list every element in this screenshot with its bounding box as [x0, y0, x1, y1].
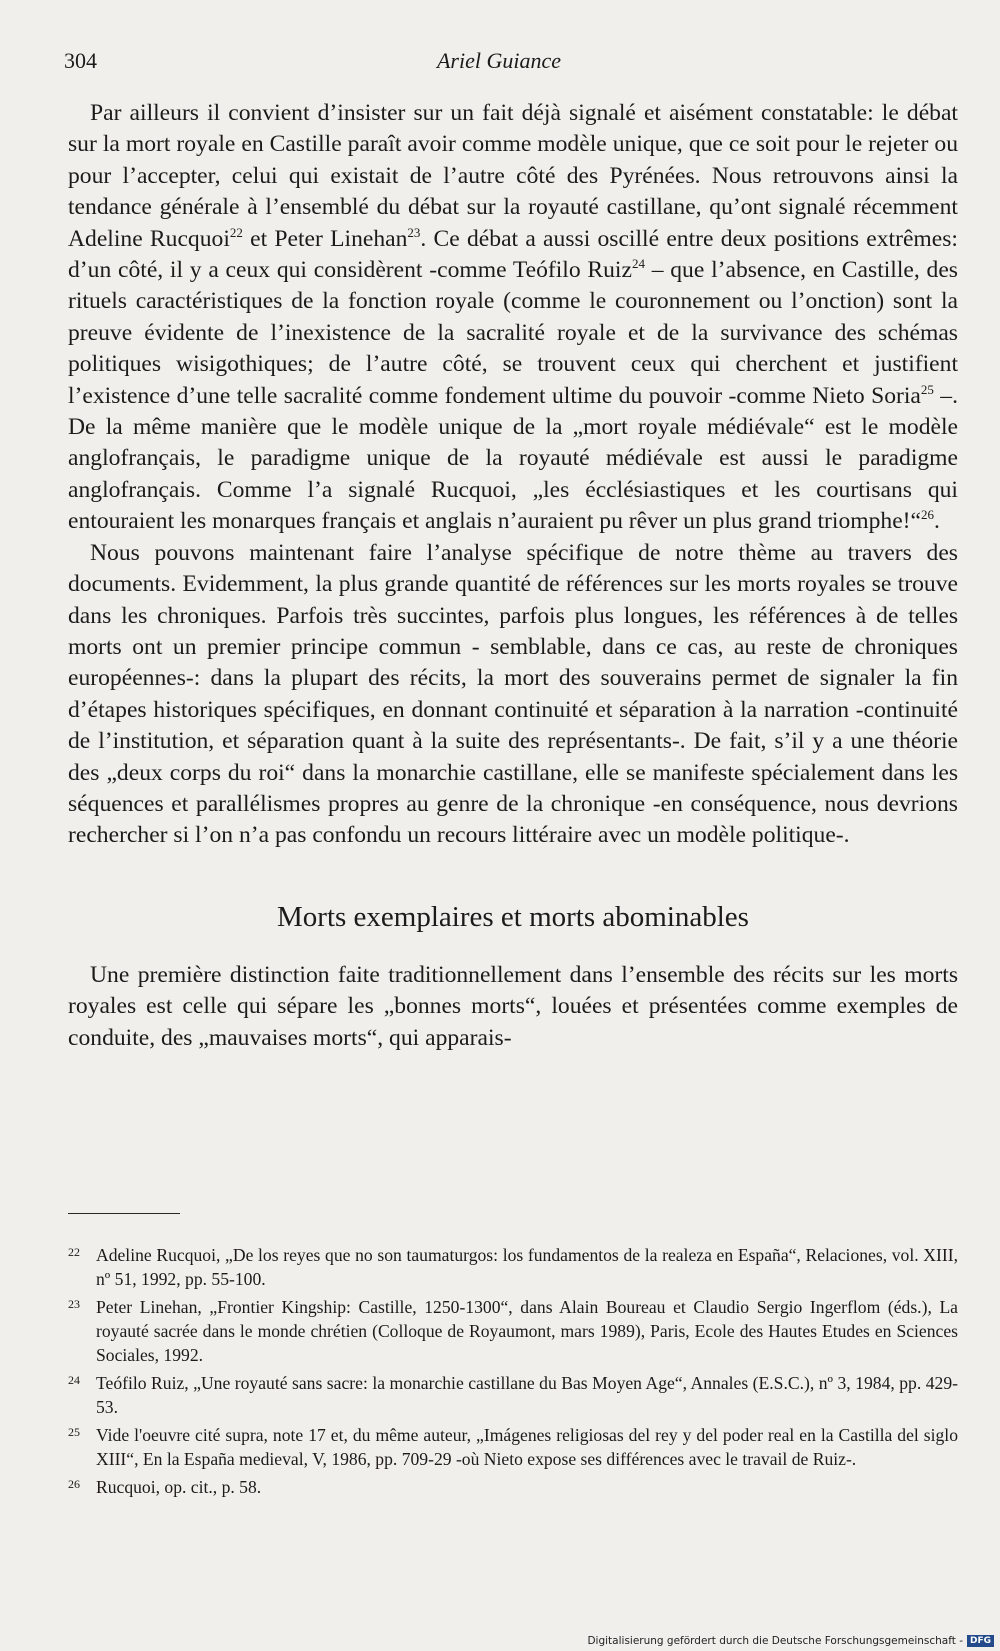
digitization-credit [587, 1635, 994, 1647]
footnote-ref-23[interactable]: 23 [407, 224, 421, 240]
paragraph-1-text-d: – que l’absence, en Castille, des rituels caractéristiques de la fonction royale (comme le couronnement ou l’onction) sont la preuve évidente de l’inexistence de la sacralité royale et de la survivance des schémas politiques wisigothiques; de l’autre côté, se trouvent ceux qui cherchent et justifient l’existence d’une telle sacralité comme fondement ultime du pouvoir -comme Nieto Soria [68, 257, 958, 409]
footnote-text: Rucquoi, op. cit., p. 58. [96, 1477, 262, 1497]
body-text [68, 98, 958, 1054]
footnote-text: Vide l'oeuvre cité supra, note 17 et, du même auteur, „Imágenes religiosas del rey y del poder real en la Castilla del siglo XIII“, En la España medieval, V, 1986, pp. 709-29 -où Nieto expose ses différences avec le travail de Ruiz-. [96, 1425, 958, 1469]
paragraph-1-text-f: . [934, 508, 940, 535]
footnote-text: Adeline Rucquoi, „De los reyes que no son taumaturgos: los fundamentos de la realeza en España“, Relaciones, vol. XIII, nº 51, 1992, pp. 55-100. [96, 1245, 958, 1289]
footnote-rule [68, 1213, 180, 1214]
paragraph-3: Une première distinction faite traditionnellement dans l’ensemble des récits sur les morts royales est celle qui sépare les „bonnes morts“, louées et présentées comme exemples de conduite, des „mauvaises morts“, qui apparais- [68, 961, 958, 1051]
page-number: 304 [64, 48, 97, 73]
footnote-number: 24 [68, 1373, 80, 1387]
credit-text: Digitalisierung gefördert durch die Deutsche Forschungsgemeinschaft - [587, 1635, 963, 1647]
dfg-logo: DFG [967, 1635, 994, 1647]
footnote-number: 25 [68, 1425, 80, 1439]
page-header [64, 48, 934, 80]
footnote-text: Peter Linehan, „Frontier Kingship: Castille, 1250-1300“, dans Alain Boureau et Claudio Sergio Ingerflom (éds.), La royauté sacrée dans le monde chrétien (Colloque de Royaumont, mars 1989), Paris, Ecole des Hautes Etudes en Sciences Sociales, 1992. [96, 1297, 958, 1365]
footnote-ref-25[interactable]: 25 [920, 381, 934, 397]
footnote-25 [68, 1423, 958, 1471]
footnote-24 [68, 1371, 958, 1419]
footnote-26 [68, 1475, 958, 1499]
paragraph-1-text-e: –. De la même manière que le modèle unique de la „mort royale médiévale“ est le modèle anglofrançais, le paradigme unique de la royauté médiévale est aussi le paradigme anglofrançais. Comme l’a signalé Rucquoi, „les écclésiastiques et les courtisans qui entouraient les monarques français et anglais n’auraient pu rêver un plus grand triomphe!“ [68, 382, 958, 535]
footnote-22 [68, 1243, 958, 1291]
footnote-text: Teófilo Ruiz, „Une royauté sans sacre: la monarchie castillane du Bas Moyen Age“, Annales (E.S.C.), nº 3, 1984, pp. 429-53. [96, 1373, 958, 1417]
footnote-ref-22[interactable]: 22 [229, 224, 243, 240]
footnote-ref-24[interactable]: 24 [631, 256, 645, 272]
paragraph-1 [68, 98, 958, 538]
footnote-number: 26 [68, 1477, 80, 1491]
paragraph-1-text-a: Par ailleurs il convient d’insister sur un fait déjà signalé et aisément constatable: le débat sur la mort royale en Castille paraît avoir comme modèle unique, que ce soit pour le rejeter ou pour l’accepter, celui qui existait de l’autre côté des Pyrénées. Nous retrouvons ainsi la tendance générale à l’ensemblé du débat sur la royauté castillane, qu’ont signalé récemment Adeline Rucquoi [68, 100, 958, 252]
footnote-ref-26[interactable]: 26 [921, 507, 934, 523]
paragraph-1-text-c: . Ce débat a aussi oscillé entre deux positions extrêmes: d’un côté, il y a ceux qui considèrent -comme Teófilo Ruiz [68, 225, 958, 284]
running-title: Ariel Guiance [436, 48, 562, 73]
footnote-23 [68, 1295, 958, 1367]
section-heading: Morts exemplaires et morts abominables [277, 900, 749, 933]
footnote-number: 22 [68, 1245, 80, 1259]
footnotes [68, 1243, 958, 1503]
footnote-number: 23 [68, 1297, 80, 1311]
paragraph-2: Nous pouvons maintenant faire l’analyse spécifique de notre thème au travers des documents. Evidemment, la plus grande quantité de références sur les morts royales se trouve dans les chroniques. Parfois très succintes, parfois plus longues, les références à de telles morts ont un premier principe commun - semblable, dans ce cas, au reste de chroniques européennes-: dans la plupart des récits, la mort des souverains permet de signaler la fin d’étapes historiques spécifiques, en donnant continuité et séparation à la narration -continuité de l’institution, et séparation quant à la suite des représentants-. De fait, s’il y a une théorie des „deux corps du roi“ dans la monarchie castillane, elle se manifeste spécialement dans les séquences et parallélismes propres au genre de la chronique -en conséquence, nous devrions rechercher si l’on n’a pas confondu un recours littéraire avec un modèle politique-. [68, 539, 958, 849]
paragraph-1-text-b: et Peter Linehan [242, 225, 408, 252]
